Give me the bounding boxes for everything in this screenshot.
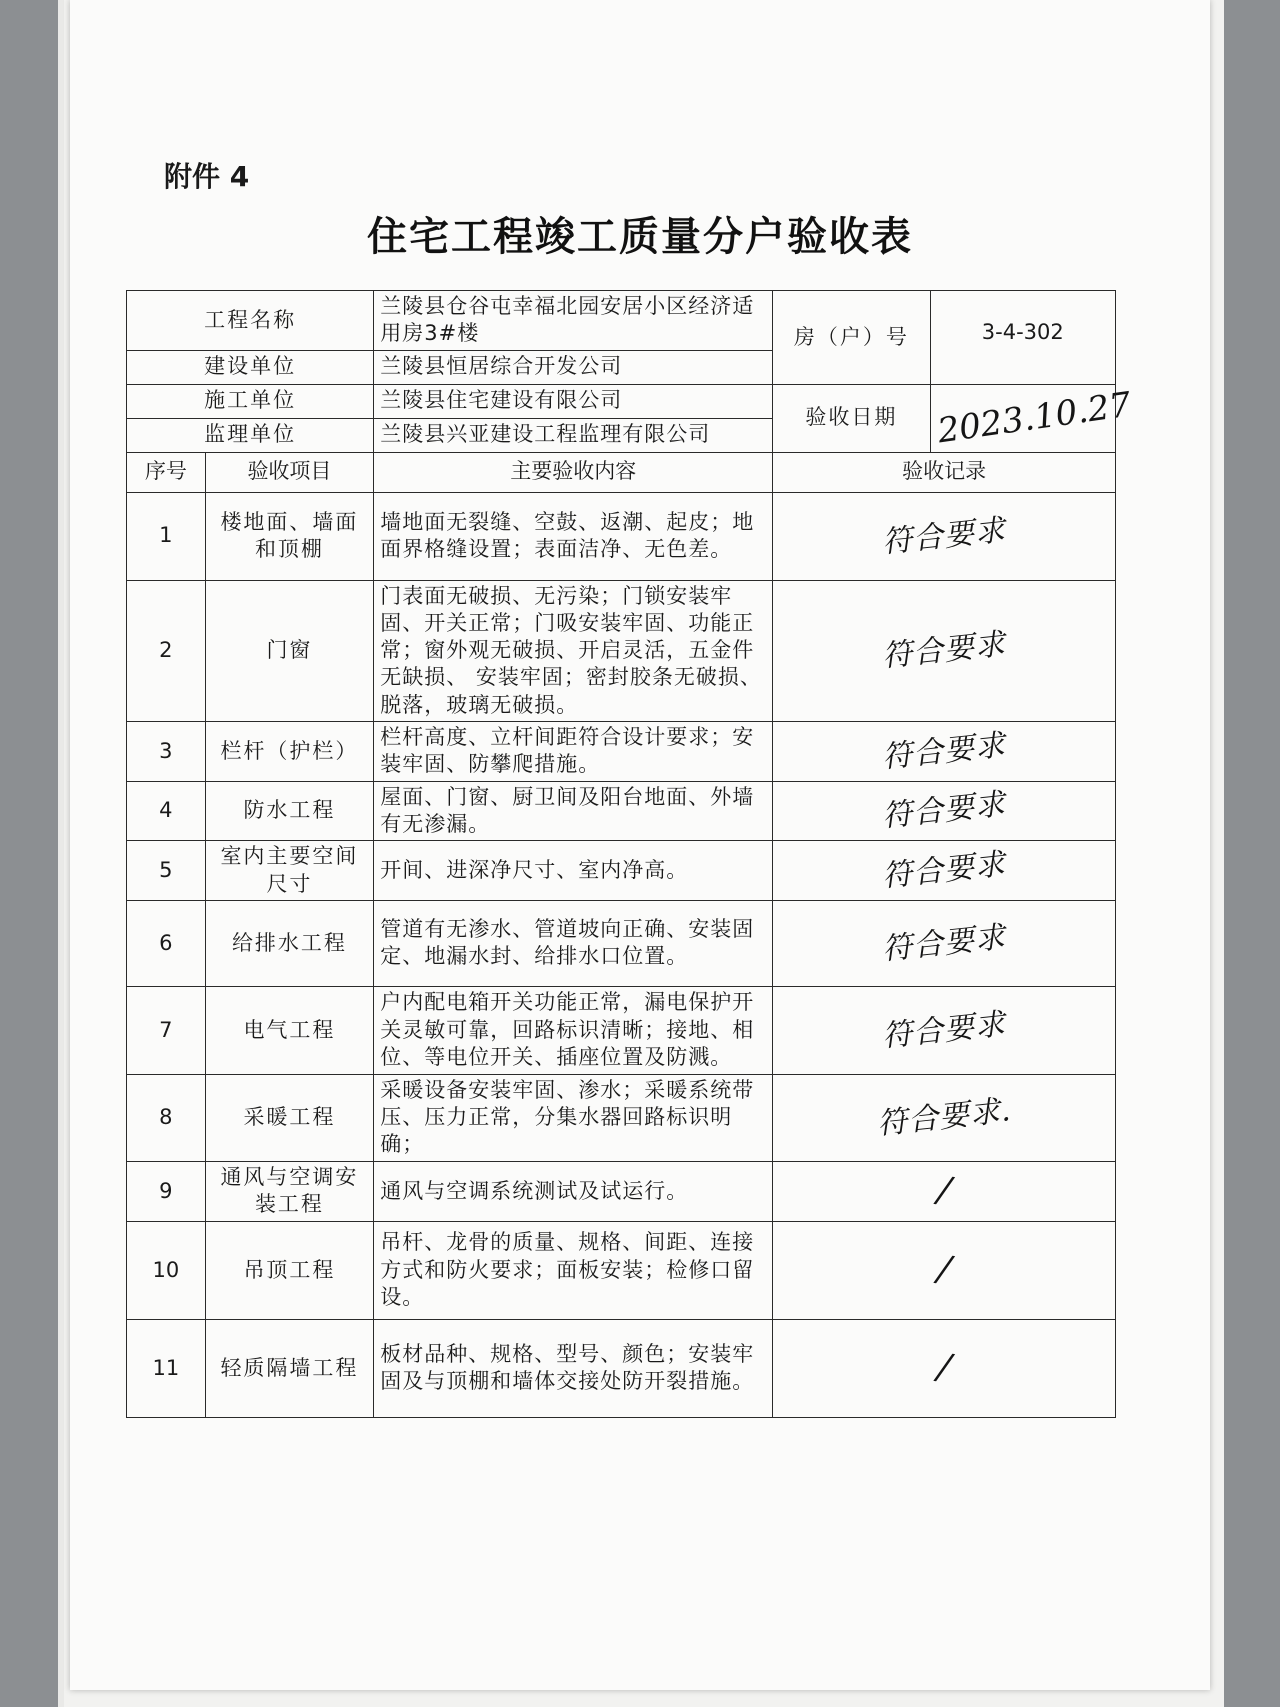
record-signature: 符合要求. <box>875 1093 1013 1143</box>
row-item: 防水工程 <box>205 781 374 841</box>
contractor-value: 兰陵县住宅建设有限公司 <box>374 384 773 418</box>
row-record <box>773 986 1116 1074</box>
builder-label: 建设单位 <box>127 350 374 384</box>
column-header-item: 验收项目 <box>205 452 374 492</box>
date-signature: 2023.10.27 <box>934 384 1134 452</box>
row-item: 轻质隔墙工程 <box>205 1319 374 1417</box>
row-record <box>773 1221 1116 1319</box>
row-content: 栏杆高度、立杆间距符合设计要求；安装牢固、防攀爬措施。 <box>374 722 773 782</box>
record-signature: 符合要求 <box>880 787 1008 835</box>
record-signature: 符合要求 <box>880 626 1008 675</box>
row-index: 10 <box>127 1221 206 1319</box>
room-label: 房（户）号 <box>773 291 930 385</box>
row-index: 8 <box>127 1074 206 1161</box>
project-name-label: 工程名称 <box>127 291 374 351</box>
attachment-label: 附件 4 <box>164 160 250 193</box>
supervisor-label: 监理单位 <box>127 418 374 452</box>
table-row <box>127 781 1116 841</box>
row-content: 墙地面无裂缝、空鼓、返潮、起皮；地面界格缝设置；表面洁净、无色差。 <box>374 492 773 580</box>
table-row <box>127 841 1116 901</box>
row-index: 2 <box>127 580 206 721</box>
row-index: 7 <box>127 986 206 1074</box>
table-row <box>127 986 1116 1074</box>
record-signature: / <box>935 1346 954 1389</box>
row-record <box>773 1161 1116 1221</box>
row-content: 板材品种、规格、型号、颜色；安装牢固及与顶棚和墙体交接处防开裂措施。 <box>374 1319 773 1417</box>
column-header-record: 验收记录 <box>773 452 1116 492</box>
table-row <box>127 1319 1116 1417</box>
row-content: 管道有无渗水、管道坡向正确、安装固定、地漏水封、给排水口位置。 <box>374 900 773 986</box>
row-item: 楼地面、墙面和顶棚 <box>205 492 374 580</box>
row-content: 吊杆、龙骨的质量、规格、间距、连接方式和防火要求；面板安装；检修口留设。 <box>374 1221 773 1319</box>
row-index: 1 <box>127 492 206 580</box>
row-content: 开间、进深净尺寸、室内净高。 <box>374 841 773 901</box>
table-row <box>127 1161 1116 1221</box>
row-content: 通风与空调系统测试及试运行。 <box>374 1161 773 1221</box>
row-item: 室内主要空间尺寸 <box>205 841 374 901</box>
table-row <box>127 1074 1116 1161</box>
table-row <box>127 722 1116 782</box>
row-record <box>773 580 1116 721</box>
row-item: 电气工程 <box>205 986 374 1074</box>
column-header-content: 主要验收内容 <box>374 452 773 492</box>
project-name-value: 兰陵县仓谷屯幸福北园安居小区经济适用房3#楼 <box>374 291 773 351</box>
row-index: 4 <box>127 781 206 841</box>
acceptance-form <box>126 290 1134 1418</box>
row-item: 采暖工程 <box>205 1074 374 1161</box>
row-index: 11 <box>127 1319 206 1417</box>
supervisor-value: 兰陵县兴亚建设工程监理有限公司 <box>374 418 773 452</box>
row-item: 吊顶工程 <box>205 1221 374 1319</box>
record-signature: / <box>935 1248 954 1291</box>
row-record <box>773 900 1116 986</box>
contractor-label: 施工单位 <box>127 384 374 418</box>
record-signature: 符合要求 <box>880 727 1008 776</box>
row-record <box>773 781 1116 841</box>
row-record <box>773 1319 1116 1417</box>
record-signature: 符合要求 <box>880 512 1008 560</box>
table-row <box>127 492 1116 580</box>
record-signature: 符合要求 <box>880 1006 1008 1055</box>
table-row <box>127 580 1116 721</box>
row-content: 采暖设备安装牢固、渗水；采暖系统带压、压力正常，分集水器回路标识明确； <box>374 1074 773 1161</box>
row-content: 户内配电箱开关功能正常，漏电保护开关灵敏可靠，回路标识清晰；接地、相位、等电位开关、插座位置及防溅。 <box>374 986 773 1074</box>
row-item: 门窗 <box>205 580 374 721</box>
row-index: 6 <box>127 900 206 986</box>
table-row <box>127 1221 1116 1319</box>
row-record <box>773 841 1116 901</box>
record-signature: / <box>935 1169 954 1212</box>
row-index: 3 <box>127 722 206 782</box>
row-record <box>773 722 1116 782</box>
acceptance-rows <box>127 492 1116 1417</box>
record-signature: 符合要求 <box>880 846 1008 895</box>
date-value <box>930 384 1134 452</box>
row-item: 给排水工程 <box>205 900 374 986</box>
room-value: 3-4-302 <box>930 291 1115 385</box>
table-row <box>127 900 1116 986</box>
column-header-index: 序号 <box>127 452 206 492</box>
date-label: 验收日期 <box>773 384 930 452</box>
record-signature: 符合要求 <box>880 919 1008 968</box>
builder-value: 兰陵县恒居综合开发公司 <box>374 350 773 384</box>
row-record <box>773 1074 1116 1161</box>
row-index: 9 <box>127 1161 206 1221</box>
row-content: 门表面无破损、无污染；门锁安装牢固、开关正常；门吸安装牢固、功能正常；窗外观无破损、开启灵活，五金件无缺损、 安装牢固；密封胶条无破损、脱落，玻璃无破损。 <box>374 580 773 721</box>
row-content: 屋面、门窗、厨卫间及阳台地面、外墙有无渗漏。 <box>374 781 773 841</box>
row-record <box>773 492 1116 580</box>
form-title: 住宅工程竣工质量分户验收表 <box>367 214 913 260</box>
row-index: 5 <box>127 841 206 901</box>
row-item: 通风与空调安装工程 <box>205 1161 374 1221</box>
row-item: 栏杆（护栏） <box>205 722 374 782</box>
